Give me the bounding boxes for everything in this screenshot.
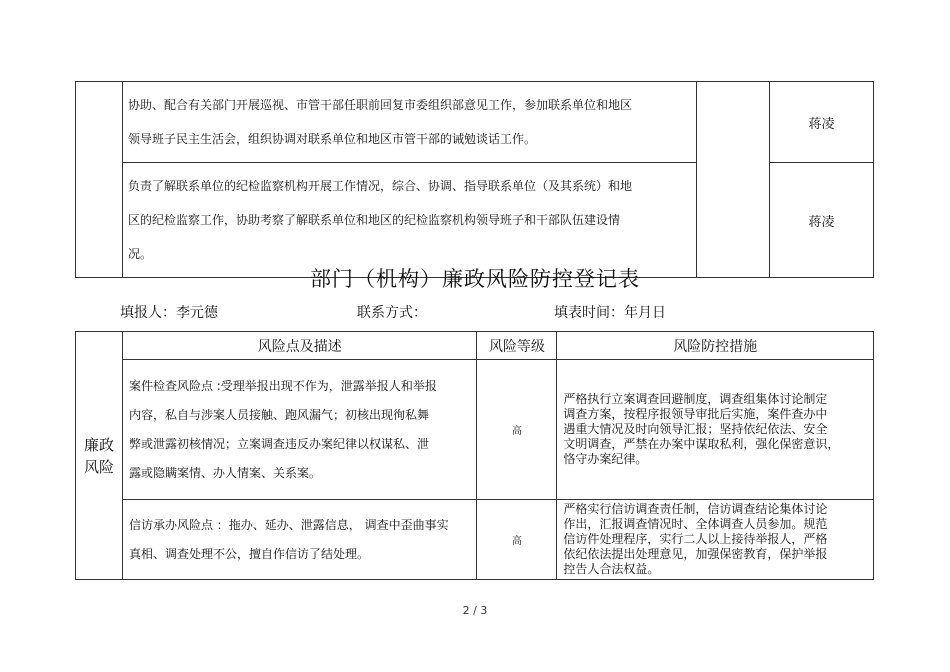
text-line: 真相、调查处理不公，擅自作信访了结处理。 [128, 546, 369, 561]
header-desc: 风险点及描述 [122, 332, 477, 360]
risk-description [122, 500, 477, 580]
risk-description [122, 360, 477, 500]
text-line: 内容，私自与涉案人员接触、跑风漏气；初核出现徇私舞 [128, 407, 429, 422]
text-line: 严格执行立案调查回避制度，调查组集体讨论制定 [563, 392, 828, 406]
duty-description [122, 163, 696, 278]
risk-measures [557, 360, 874, 500]
text-line: 负责了解联系单位的纪检监察机构开展工作情况，综合、协调、指导联系单位（及其系统）和地 [127, 179, 632, 193]
header-measures: 风险防控措施 [557, 332, 874, 360]
text-line: 依纪依法提出处理意见，加强保密教育，保护举报 [563, 547, 828, 561]
text-line: 遇重大情况及时向领导汇报；坚持依纪依法、安全 [563, 422, 828, 436]
form-title: 部门（机构）廉政风险防控登记表 [310, 267, 640, 291]
risk-level: 高 [477, 500, 557, 580]
filler-label: 填报人：李元德 [120, 305, 218, 321]
text-line: 调查方案，按程序报领导审批后实施，案件查办中 [563, 407, 828, 421]
table-row [76, 500, 874, 580]
category-cell [76, 82, 123, 278]
contact-label: 联系方式： [357, 305, 427, 321]
header-level: 风险等级 [477, 332, 557, 360]
text-line: 区的纪检监察工作，协助考察了解联系单位和地区的纪检监察机构领导班子和干部队伍建设情 [127, 213, 620, 227]
header-row [76, 332, 874, 360]
text-line: 文明调查，严禁在办案中谋取私利，强化保密意识， [563, 437, 840, 451]
risk-measures [557, 500, 874, 580]
duty-table [75, 81, 874, 278]
text-line: 案件检查风险点 :受理举报出现不作为，泄露举报人和举报 [128, 378, 437, 393]
responsible-person: 蒋凌 [770, 82, 874, 163]
blank-cell [697, 82, 770, 278]
text-line: 控告人合法权益。 [563, 562, 660, 576]
page-number: 2 / 3 [462, 604, 488, 617]
text-line: 露或隐瞒案情、办人情案、关系案。 [128, 465, 321, 480]
text-line: 弊或泄露初核情况；立案调查违反办案纪律以权谋私、泄 [128, 436, 429, 451]
risk-level: 高 [477, 360, 557, 500]
table-row [76, 82, 874, 163]
duty-description [122, 82, 696, 163]
table-row [76, 360, 874, 500]
category-label [76, 332, 123, 580]
text-line: 恪守办案纪律。 [563, 452, 648, 466]
text-line: 严格实行信访调查责任制，信访调查结论集体讨论 [563, 502, 828, 516]
text-line: 况。 [127, 247, 152, 261]
category-label-line: 廉政 [83, 435, 114, 454]
text-line: 作出，汇报调查情况时、全体调查人员参加。规范 [563, 517, 828, 531]
text-line: 信访承办风险点 ：拖办、延办、泄露信息， 调查中歪曲事实 [128, 517, 449, 532]
date-label: 填表时间：年月日 [554, 305, 666, 321]
text-line: 领导班子民主生活会，组织协调对联系单位和地区市管干部的诫勉谈话工作。 [127, 132, 536, 146]
text-line: 协助、配合有关部门开展巡视、市管干部任职前回复市委组织部意见工作，参加联系单位和地区 [127, 98, 632, 112]
risk-table [75, 331, 874, 580]
category-label-line: 风险 [83, 457, 114, 476]
text-line: 信访件处理程序，实行二人以上接待举报人，严格 [563, 532, 828, 546]
responsible-person: 蒋凌 [770, 163, 874, 278]
